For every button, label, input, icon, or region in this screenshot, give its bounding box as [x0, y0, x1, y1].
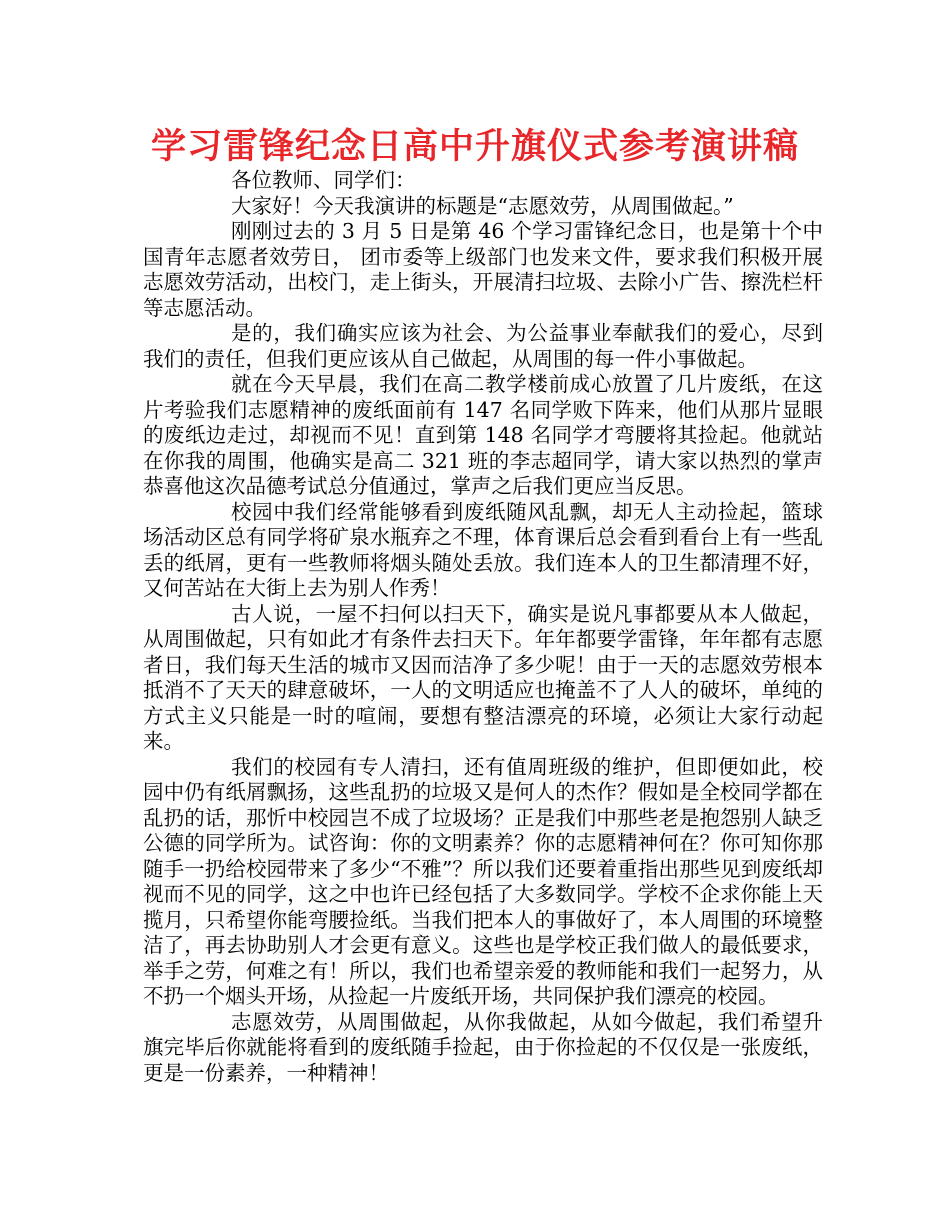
paragraph: 刚刚过去的 3 月 5 日是第 46 个学习雷锋纪念日，也是第十个中国青年志愿者效劳日， 团市委等上级部门也发来文件，要求我们积极开展志愿效劳活动，出校门，走上街头，开展清扫垃圾、去除小广告、擦洗栏杆等志愿活动。 [143, 219, 823, 320]
document-body [143, 168, 823, 1086]
paragraph: 古人说，一屋不扫何以扫天下，确实是说凡事都要从本人做起，从周围做起，只有如此才有条件去扫天下。年年都要学雷锋，年年都有志愿者日，我们每天生活的城市又因而洁净了多少呢！由于一天的志愿效劳根本抵消不了天天的肆意破坏，一人的文明适应也掩盖不了人人的破坏，单纯的方式主义只能是一时的喧闹，要想有整洁漂亮的环境，必须让大家行动起来。 [143, 601, 823, 753]
paragraph-salutation: 各位教师、同学们： [231, 168, 416, 192]
paragraph-greeting: 大家好！今天我演讲的标题是“志愿效劳，从周围做起。” [231, 193, 734, 218]
paragraph: 校园中我们经常能够看到废纸随风乱飘，却无人主动捡起，篮球场活动区总有同学将矿泉水瓶弃之不理，体育课后总会看到看台上有一些乱丢的纸屑，更有一些教师将烟头随处丢放。我们连本人的卫生都清理不好，又何苦站在大街上去为别人作秀！ [143, 499, 823, 600]
paragraph: 就在今天早晨，我们在高二教学楼前成心放置了几片废纸，在这片考验我们志愿精神的废纸面前有 147 名同学败下阵来，他们从那片显眼的废纸边走过，却视而不见！直到第 148 名同学才弯腰将其捡起。他就站在你我的周围，他确实是高二 321 班的李志超同学，请大家以热烈的掌声恭喜他这次品德考试总分值通过，掌声之后我们更应当反思。 [143, 372, 823, 498]
document-title: 学习雷锋纪念日高中升旗仪式参考演讲稿 [150, 127, 799, 167]
paragraph-closing: 志愿效劳，从周围做起，从你我做起，从如今做起，我们希望升旗完毕后你就能将看到的废纸随手捡起，由于你捡起的不仅仅是一张废纸，更是一份素养，一种精神！ [143, 1009, 823, 1085]
paragraph: 我们的校园有专人清扫，还有值周班级的维护，但即便如此，校园中仍有纸屑飘扬，这些乱扔的垃圾又是何人的杰作？假如是全校同学都在乱扔的话，那忻中校园岂不成了垃圾场？正是我们中那些老是抱怨别人缺乏公德的同学所为。试咨询：你的文明素养？你的志愿精神何在？你可知你那随手一扔给校园带来了多少“不雅”？所以我们还要着重指出那些见到废纸却视而不见的同学，这之中也许已经包括了大多数同学。学校不企求你能上天揽月，只希望你能弯腰捡纸。当我们把本人的事做好了，本人周围的环境整洁了，再去协助别人才会更有意义。这些也是学校正我们做人的最低要求，举手之劳，何难之有！所以，我们也希望亲爱的教师能和我们一起努力，从不扔一个烟头开场，从捡起一片废纸开场，共同保护我们漂亮的校园。 [143, 754, 823, 1008]
paragraph: 是的，我们确实应该为社会、为公益事业奉献我们的爱心，尽到我们的责任，但我们更应该从自己做起，从周围的每一件小事做起。 [143, 321, 823, 371]
